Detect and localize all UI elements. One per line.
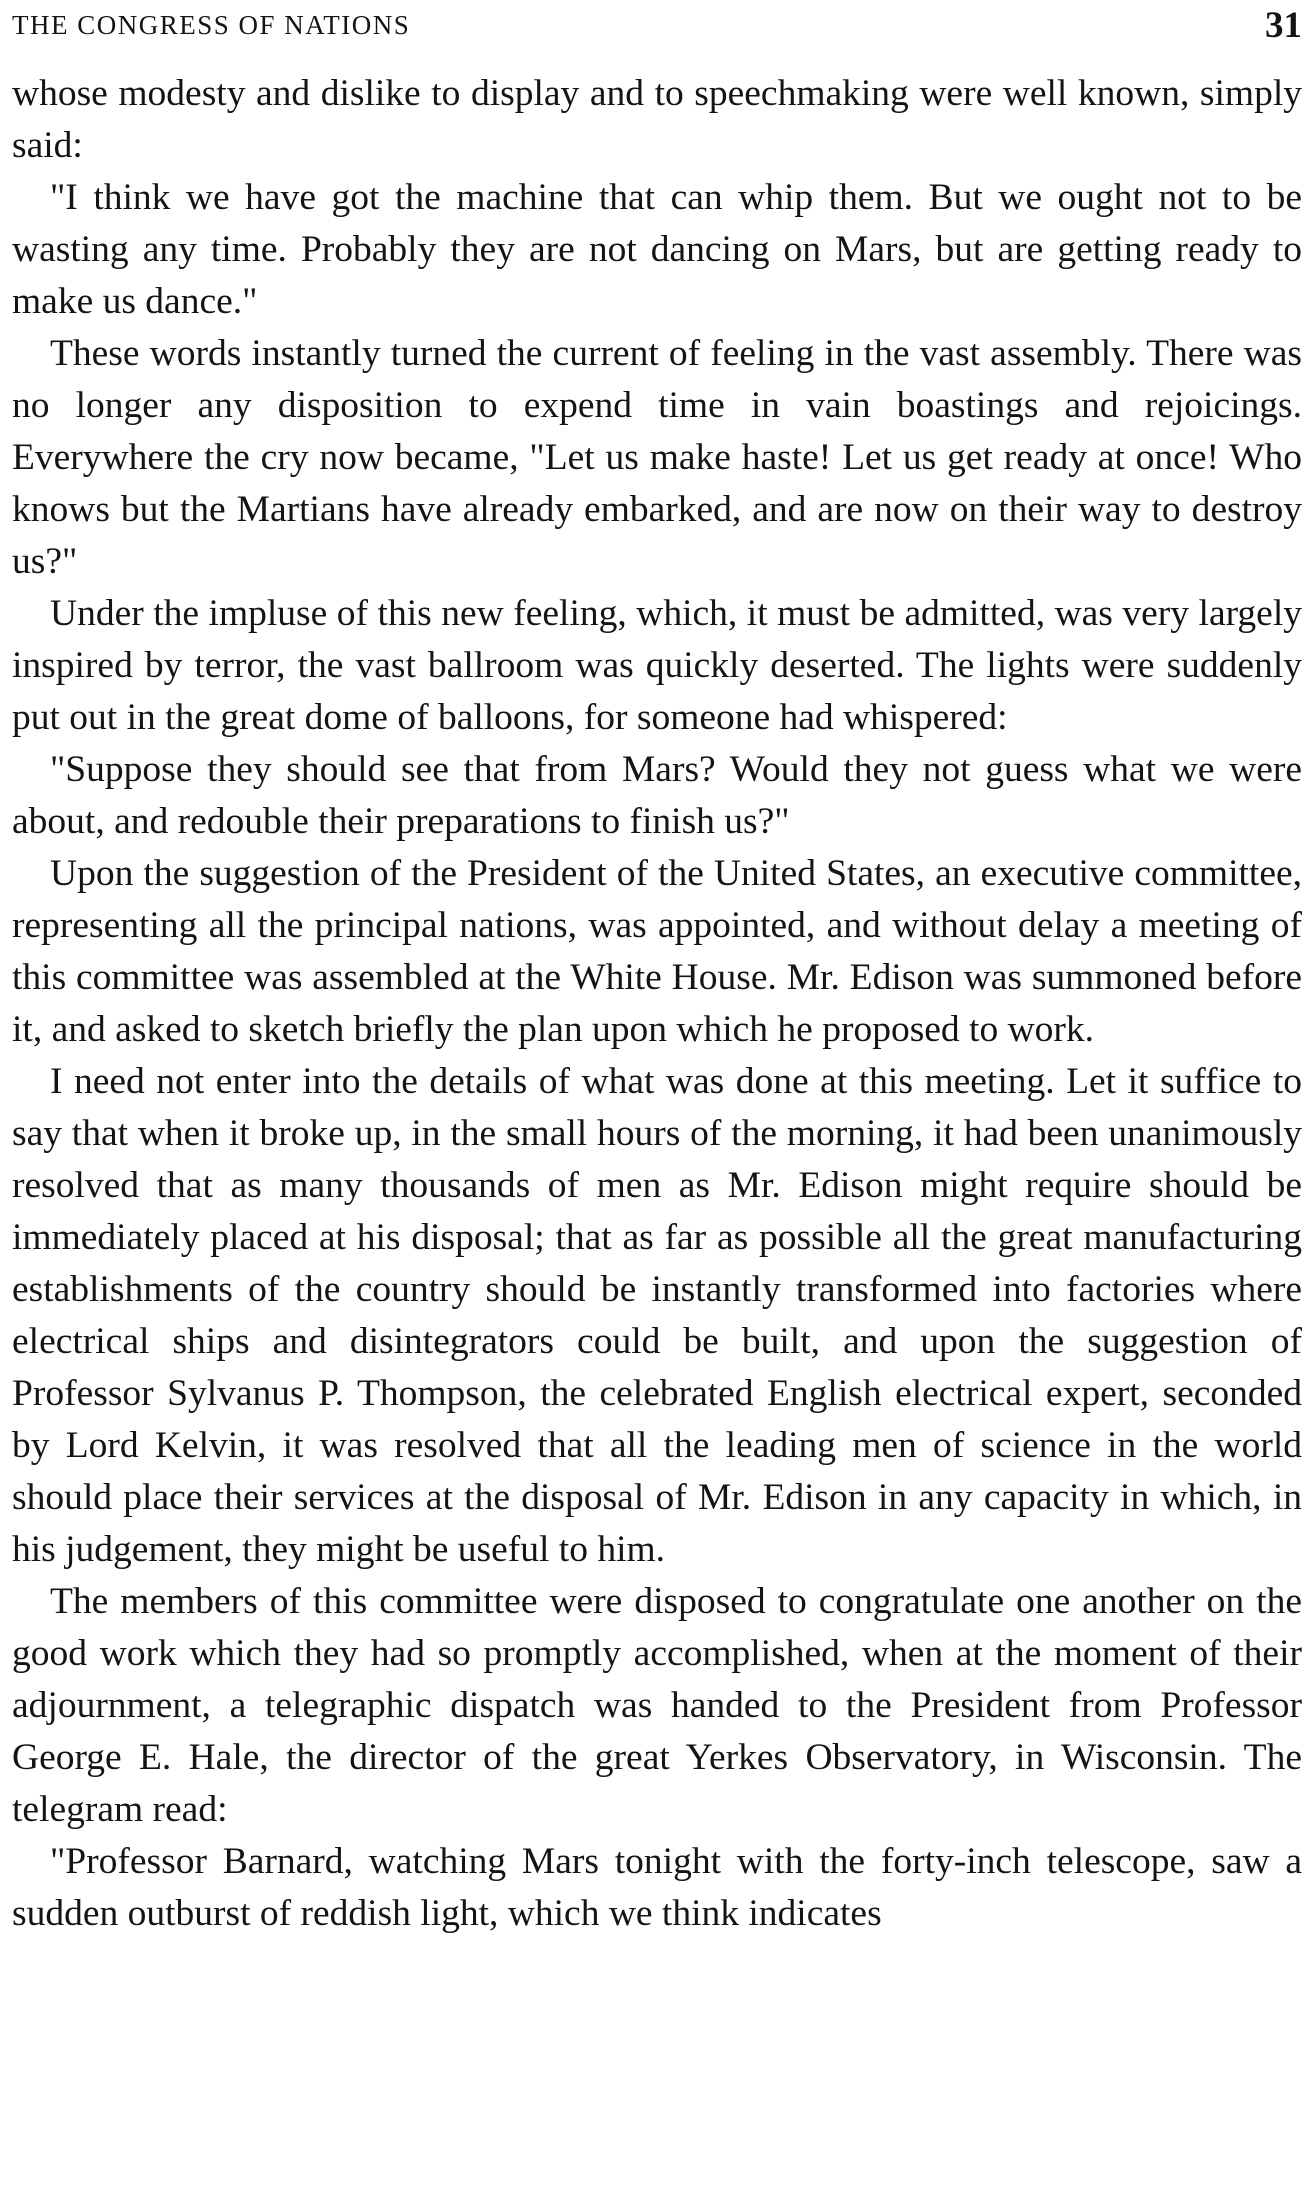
paragraph: "I think we have got the machine that can whip them. But we ought not to be wasting any time. Probably they are not dancing on Mars, but are getting ready to make us dance." (12, 177, 1302, 322)
running-header (12, 4, 1302, 54)
paragraph: Upon the suggestion of the President of the United States, an executive committee, representing all the principal nations, was appointed, and without delay a meeting of this committee was assembled at the White House. Mr. Edison was summoned before it, and asked to sketch briefly the plan upon which he proposed to work. (12, 853, 1302, 1050)
paragraph: whose modesty and dislike to display and to speechmaking were well known, simply said: (12, 73, 1302, 166)
page-number: 31 (1265, 5, 1302, 46)
paragraph: The members of this committee were disposed to congratulate one another on the good work which they had so promptly accomplished, when at the moment of their adjournment, a telegraphic dispatch was handed to the President from Professor George E. Hale, the director of the great Yerkes Observatory, in Wisconsin. The telegram read: (12, 1581, 1302, 1830)
paragraph: I need not enter into the details of what was done at this meeting. Let it suffice to say that when it broke up, in the small hours of the morning, it had been unanimously resolved that as many thousands of men as Mr. Edison might require should be immediately placed at his disposal; that as far as possible all the great manufacturing establishments of the country should be instantly transformed into factories where electrical ships and disintegrators could be built, and upon the suggestion of Professor Sylvanus P. Thompson, the celebrated English electrical expert, seconded by Lord Kelvin, it was resolved that all the leading men of science in the world should place their services at the disposal of Mr. Edison in any capacity in which, in his judgement, they might be useful to him. (12, 1061, 1302, 1570)
paragraph: "Suppose they should see that from Mars? Would they not guess what we were about, and redouble their preparations to finish us?" (12, 749, 1302, 842)
paragraph: Under the impluse of this new feeling, which, it must be admitted, was very largely inspired by terror, the vast ballroom was quickly deserted. The lights were suddenly put out in the great dome of balloons, for someone had whispered: (12, 593, 1302, 738)
paragraph: "Professor Barnard, watching Mars tonight with the forty-inch telescope, saw a sudden outburst of reddish light, which we think indicates (12, 1841, 1302, 1934)
body-text (12, 68, 1302, 1940)
book-page (12, 0, 1302, 2197)
paragraph: These words instantly turned the current of feeling in the vast assembly. There was no longer any disposition to expend time in vain boastings and rejoicings. Everywhere the cry now became, "Let us make haste! Let us get ready at once! Who knows but the Martians have already embarked, and are now on their way to destroy us?" (12, 333, 1302, 582)
running-title: THE CONGRESS OF NATIONS (12, 10, 411, 40)
